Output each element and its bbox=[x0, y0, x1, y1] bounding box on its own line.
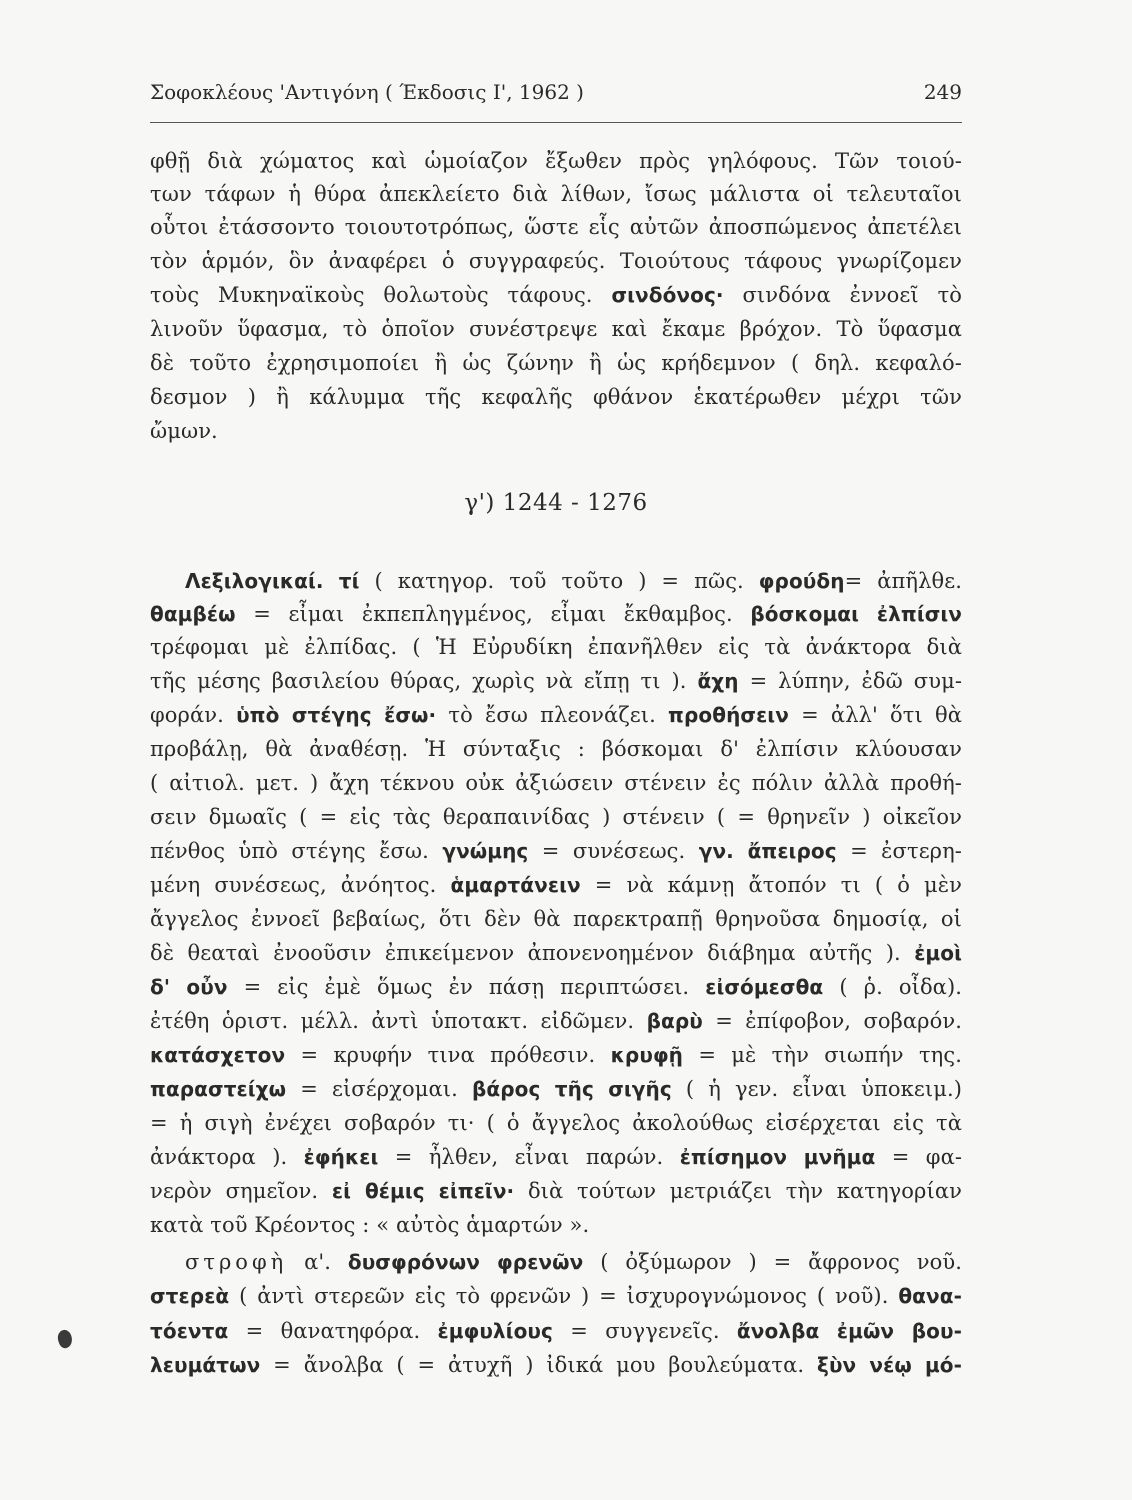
lemma: ἐμφυλίους bbox=[437, 1319, 553, 1343]
text-line: = ἡ σιγὴ ἐνέχει σοβαρόν τι· ( ὁ ἄγγελος ἀκολούθως εἰσέρχεται εἰς τὰ bbox=[150, 1111, 962, 1135]
text-run: = λύπην, ἐδῶ συμ- bbox=[749, 669, 963, 693]
lemma: φρούδη bbox=[758, 569, 845, 593]
lemma: ἐφήκει bbox=[303, 1145, 379, 1169]
text-run: μένη συνέσεως, ἀνόητος. bbox=[150, 873, 437, 897]
text-line: ἄγγελος ἐννοεῖ βεβαίως, ὅτι δὲν θὰ παρεκτραπῇ θρηνοῦσα δημοσίᾳ, οἱ bbox=[150, 907, 962, 931]
lemma: ξὺν νέῳ μό- bbox=[817, 1353, 963, 1377]
lemma: προθήσειν bbox=[668, 703, 789, 727]
text-run: τῆς μέσης βασιλείου θύρας, χωρὶς νὰ εἴπῃ τι ). bbox=[150, 669, 687, 693]
text-line bbox=[150, 870, 962, 900]
text-line bbox=[150, 972, 962, 1002]
text-run: διὰ τούτων μετριάζει τὴν κατηγορίαν bbox=[527, 1179, 962, 1203]
lemma: στερεὰ bbox=[150, 1284, 230, 1308]
text-line: προβάλῃ, θὰ ἀναθέσῃ. Ἡ σύνταξις : βόσκομαι δ' ἐλπίσιν κλύουσαν bbox=[150, 737, 962, 761]
text-run: = νὰ κάμνῃ ἄτοπόν τι ( ὁ μὲν bbox=[594, 873, 962, 897]
text-run: = φα- bbox=[891, 1145, 963, 1169]
text-line: δεσμον ) ἢ κάλυμμα τῆς κεφαλῆς φθάνον ἑκατέρωθεν μέχρι τῶν bbox=[150, 385, 962, 409]
text-run: ( ῥ. οἶδα). bbox=[839, 975, 963, 999]
running-title: Σοφοκλέους 'Αντιγόνη ( Έκδοσις Ι', 1962 ) bbox=[150, 80, 584, 104]
text-run: = ἦλθεν, εἶναι παρών. bbox=[394, 1145, 664, 1169]
text-run: τὸ ἔσω πλεονάζει. bbox=[448, 703, 656, 727]
section-title: γ') 1244 - 1276 bbox=[464, 490, 648, 516]
lemma: Λεξιλογικαί. τί bbox=[185, 569, 360, 593]
text-run: ( ἡ γεν. εἶναι ὑποκειμ.) bbox=[685, 1077, 963, 1101]
text-run: ἐτέθη ὁριστ. μέλλ. ἀντὶ ὑποτακτ. εἰδῶμεν. bbox=[150, 1009, 635, 1033]
text-run: = εἰσέρχομαι. bbox=[300, 1077, 458, 1101]
lemma: λευμάτων bbox=[150, 1353, 261, 1377]
lemma: ἐπίσημον μνῆμα bbox=[679, 1145, 876, 1169]
text-run: = εἶμαι ἐκπεπληγμένος, εἶμαι ἔκθαμβος. bbox=[253, 602, 733, 626]
text-line bbox=[150, 1281, 962, 1311]
text-run: φοράν. bbox=[150, 703, 224, 727]
lemma: ἄνολβα ἐμῶν βου- bbox=[736, 1319, 962, 1343]
lemma: βάρος τῆς σιγῆς bbox=[471, 1077, 672, 1101]
text-line: κατὰ τοῦ Κρέοντος : « αὐτὸς ἁμαρτών ». bbox=[150, 1213, 590, 1237]
lemma: ἄχη bbox=[697, 669, 739, 693]
lemma: κατάσχετον bbox=[150, 1043, 286, 1067]
text-run: τοὺς Μυκηναϊκοὺς θολωτοὺς τάφους. bbox=[150, 283, 593, 307]
text-line bbox=[150, 836, 962, 866]
text-line: σειν δμωαῖς ( = εἰς τὰς θεραπαινίδας ) στένειν ( = θρηνεῖν ) οἰκεῖον bbox=[150, 805, 962, 829]
lemma: θανα- bbox=[898, 1284, 962, 1308]
text-line bbox=[150, 1142, 962, 1172]
text-run: = ἐστερη- bbox=[850, 839, 962, 863]
text-run: νερὸν σημεῖον. bbox=[150, 1179, 319, 1203]
text-run: ἀνάκτορα ). bbox=[150, 1145, 288, 1169]
text-run: ( ὀξύμωρον ) = ἄφρονος νοῦ. bbox=[600, 1250, 962, 1274]
text-line bbox=[185, 566, 962, 596]
text-line: ὤμων. bbox=[150, 419, 218, 443]
lemma: δυσφρόνων φρενῶν bbox=[347, 1250, 584, 1274]
text-line: φθῇ διὰ χώματος καὶ ὡμοίαζον ἔξωθεν πρὸς γηλόφους. Τῶν τοιού- bbox=[150, 149, 962, 173]
ink-blot bbox=[55, 1328, 74, 1350]
lemma: εἰσόμεσθα bbox=[705, 975, 824, 999]
text-run: = ἀπῆλθε. bbox=[844, 569, 963, 593]
strophe-label: στροφὴ bbox=[185, 1250, 288, 1274]
text-run: α'. bbox=[304, 1250, 332, 1274]
lemma: βαρὺ bbox=[646, 1009, 703, 1033]
text-line bbox=[185, 1247, 962, 1277]
text-run: ( ἀντὶ στερεῶν εἰς τὸ φρενῶν ) = ἰσχυρογνώμονος ( νοῦ). bbox=[239, 1284, 889, 1308]
lemma: ὑπὸ στέγης ἔσω· bbox=[236, 703, 437, 727]
text-line: των τάφων ἡ θύρα ἀπεκλείετο διὰ λίθων, ἴσως μάλιστα οἱ τελευταῖοι bbox=[150, 182, 962, 206]
lemma: παραστείχω bbox=[150, 1077, 287, 1101]
lemma: κρυφῇ bbox=[610, 1043, 684, 1067]
text-line: ( αἰτιολ. μετ. ) ἄχη τέκνου οὐκ ἀξιώσειν στένειν ἐς πόλιν ἀλλὰ προθή- bbox=[150, 771, 962, 795]
text-line: τρέφομαι μὲ ἐλπίδας. ( Ἡ Εὐρυδίκη ἐπανῆλθεν εἰς τὰ ἀνάκτορα διὰ bbox=[150, 635, 962, 659]
text-run: πένθος ὑπὸ στέγης ἔσω. bbox=[150, 839, 429, 863]
text-line: λινοῦν ὕφασμα, τὸ ὁποῖον συνέστρεψε καὶ ἔκαμε βρόχον. Τὸ ὕφασμα bbox=[150, 317, 962, 341]
text-run: = μὲ τὴν σιωπήν της. bbox=[698, 1043, 962, 1067]
running-header bbox=[150, 78, 962, 114]
text-run: = συγγενεῖς. bbox=[570, 1319, 720, 1343]
lemma: ἐμοὶ bbox=[914, 941, 962, 965]
text-line: τὸν ἁρμόν, ὃν ἀναφέρει ὁ συγγραφεύς. Τοιούτους τάφους γνωρίζομεν bbox=[150, 249, 962, 273]
text-line bbox=[150, 1040, 962, 1070]
text-line bbox=[150, 700, 962, 730]
text-line: οὗτοι ἐτάσσοντο τοιουτοτρόπως, ὥστε εἷς αὐτῶν ἀποσπώμενος ἀπετέλει bbox=[150, 215, 962, 239]
text-run: = συνέσεως. bbox=[541, 839, 686, 863]
text-line bbox=[150, 599, 962, 629]
lemma: ἁμαρτάνειν bbox=[450, 873, 581, 897]
text-run: = ἀλλ' ὅτι θὰ bbox=[801, 703, 963, 727]
lemma: τόεντα bbox=[150, 1319, 229, 1343]
text-run: δὲ θεαταὶ ἐνοοῦσιν ἐπικείμενον ἀπονενοημένον διάβημα αὐτῆς ). bbox=[150, 941, 901, 965]
lemma: γνώμης bbox=[442, 839, 529, 863]
text-line bbox=[150, 1316, 962, 1346]
text-run: = θανατηφόρα. bbox=[245, 1319, 421, 1343]
text-line bbox=[150, 938, 962, 968]
text-run: = κρυφήν τινα πρόθεσιν. bbox=[300, 1043, 596, 1067]
header-rule bbox=[150, 122, 962, 123]
text-run: σινδόνα ἐννοεῖ τὸ bbox=[742, 283, 963, 307]
lemma: εἰ θέμις εἰπεῖν· bbox=[331, 1179, 515, 1203]
text-run: ( κατηγορ. τοῦ τοῦτο ) = πῶς. bbox=[374, 569, 744, 593]
text-line bbox=[150, 1350, 962, 1380]
text-run: = ἐπίφοβον, σοβαρόν. bbox=[715, 1009, 962, 1033]
lemma: σινδόνος· bbox=[611, 283, 724, 307]
text-line bbox=[150, 1006, 962, 1036]
text-line bbox=[150, 280, 962, 310]
lemma: γν. ἄπειρος bbox=[698, 839, 837, 863]
text-line bbox=[150, 666, 962, 696]
lemma: βόσκομαι ἐλπίσιν bbox=[750, 602, 963, 626]
lemma: δ' οὖν bbox=[150, 975, 228, 999]
text-line: δὲ τοῦτο ἐχρησιμοποίει ἢ ὡς ζώνην ἢ ὡς κρήδεμνον ( δηλ. κεφαλό- bbox=[150, 351, 962, 375]
text-line bbox=[150, 1176, 962, 1206]
text-run: = εἰς ἐμὲ ὅμως ἐν πάσῃ περιπτώσει. bbox=[243, 975, 690, 999]
text-line bbox=[150, 1074, 962, 1104]
lemma: θαμβέω bbox=[150, 602, 236, 626]
page-number: 249 bbox=[923, 80, 962, 104]
text-run: = ἄνολβα ( = ἀτυχῆ ) ἰδικά μου βουλεύματα. bbox=[273, 1353, 805, 1377]
